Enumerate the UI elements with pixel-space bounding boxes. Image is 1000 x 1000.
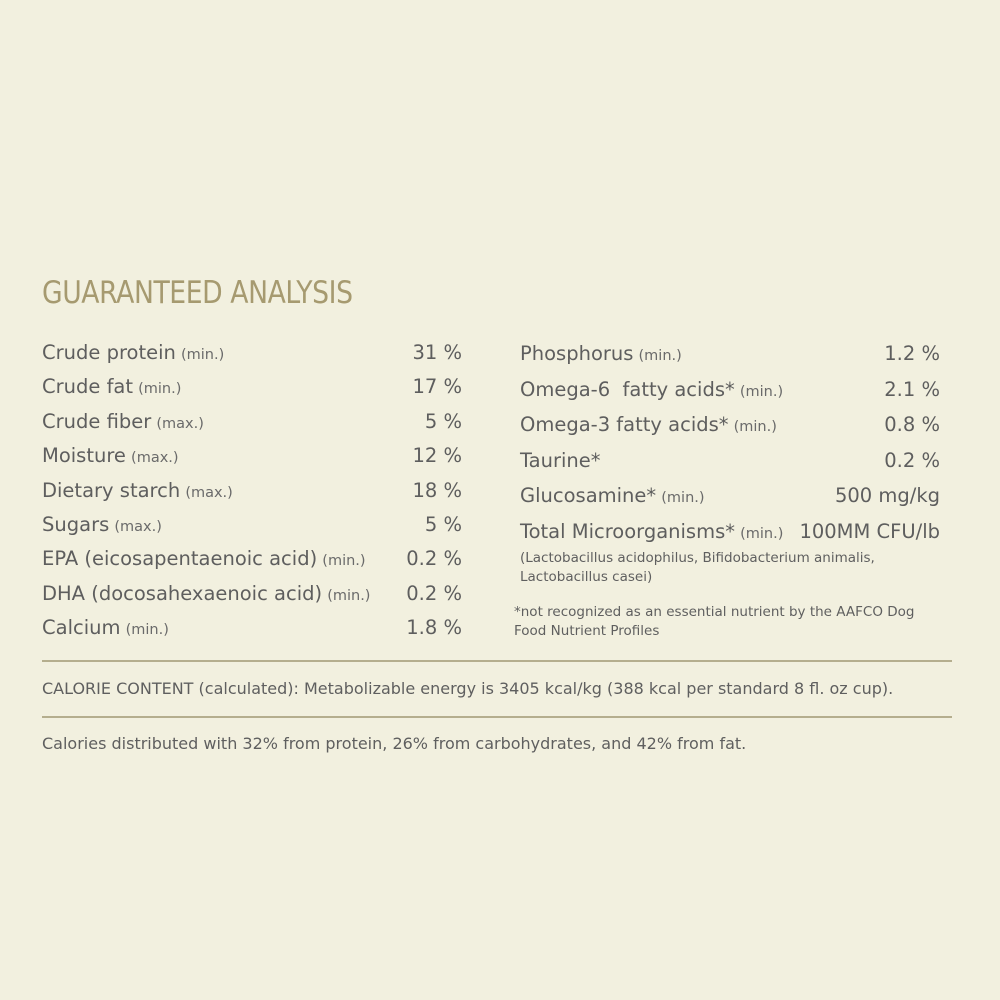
nutrient-value: 1.8 %	[406, 616, 462, 640]
nutrient-qualifier: (min.)	[638, 348, 682, 364]
nutrient-value: 1.2 %	[884, 342, 940, 365]
guaranteed-analysis-panel	[42, 270, 952, 656]
nutrient-qualifier: (max.)	[185, 484, 233, 501]
nutrient-qualifier: (min.)	[180, 347, 225, 363]
nutrient-name: Crude fiber	[42, 409, 152, 433]
nutrient-value: 0.2 %	[884, 448, 940, 472]
nutrient-value: 12 %	[412, 444, 462, 468]
nutrient-qualifier: (min.)	[125, 622, 169, 639]
calorie-content: CALORIE CONTENT (calculated): Metabolizable energy is 3405 kcal/kg (388 kcal per standard 8 fl. oz cup).	[42, 679, 894, 698]
nutrient-value: 0.8 %	[884, 413, 940, 437]
right-column	[514, 336, 940, 641]
nutrient-name: Crude protein	[42, 341, 176, 364]
nutrient-name: Moisture	[42, 444, 126, 468]
nutrient-name: Total Microorganisms*	[520, 519, 735, 543]
nutrient-qualifier: (min.)	[322, 553, 366, 570]
nutrient-qualifier: (min.)	[739, 383, 784, 400]
nutrient-qualifier: (min.)	[733, 419, 777, 436]
nutrient-row	[42, 611, 462, 645]
nutrient-name: Omega-6 fatty acids*	[520, 377, 735, 401]
nutrient-value: 5 %	[424, 512, 462, 536]
nutrient-value: 0.2 %	[406, 547, 462, 571]
nutrient-qualifier: (max.)	[114, 518, 162, 535]
nutrient-value: 500 mg/kg	[834, 484, 940, 508]
nutrient-name: Taurine*	[520, 448, 601, 472]
nutrient-row	[42, 439, 462, 473]
nutrient-name: Dietary starch	[42, 478, 181, 502]
nutrient-value: 100MM CFU/lb	[799, 519, 940, 543]
divider-top	[42, 660, 952, 662]
nutrient-value: 17 %	[412, 375, 462, 399]
footnote: *not recognized as an essential nutrient by the AAFCO Dog Food Nutrient Profiles	[514, 603, 915, 639]
nutrient-name: Phosphorus	[520, 342, 634, 365]
nutrient-row	[520, 372, 940, 408]
nutrient-qualifier: (max.)	[156, 415, 204, 432]
nutrient-value: 18 %	[412, 478, 462, 502]
nutrient-row	[42, 405, 462, 439]
nutrient-value: 31 %	[412, 341, 462, 364]
microorganisms-note: (Lactobacillus acidophilus, Bifidobacterium animalis, Lactobacillus casei)	[520, 549, 875, 585]
nutrient-value: 5 %	[424, 409, 462, 433]
nutrient-row	[520, 407, 940, 443]
nutrient-name: Omega-3 fatty acids*	[520, 413, 729, 437]
nutrient-row	[42, 542, 462, 576]
nutrient-row	[42, 336, 462, 370]
nutrient-row	[42, 474, 462, 508]
nutrient-name: Crude fat	[42, 375, 134, 399]
section-title: GUARANTEED ANALYSIS	[42, 275, 353, 311]
left-column	[42, 336, 462, 646]
nutrient-row	[42, 370, 462, 404]
nutrient-row	[520, 443, 940, 479]
nutrient-qualifier: (max.)	[131, 450, 179, 467]
analysis-table	[42, 336, 952, 656]
calorie-distribution: Calories distributed with 32% from protein, 26% from carbohydrates, and 42% from fat.	[42, 734, 747, 753]
nutrient-value: 0.2 %	[406, 581, 462, 605]
nutrient-row	[42, 508, 462, 542]
nutrient-qualifier: (min.)	[661, 490, 705, 507]
nutrient-value: 2.1 %	[884, 377, 940, 401]
nutrient-qualifier: (min.)	[740, 525, 784, 542]
nutrient-row	[520, 336, 940, 372]
nutrient-name: Sugars	[42, 512, 110, 536]
nutrient-name: DHA (docosahexaenoic acid)	[42, 581, 323, 605]
nutrient-row	[42, 577, 462, 611]
nutrient-row	[520, 514, 940, 550]
nutrient-qualifier: (min.)	[138, 381, 182, 398]
nutrient-name: Calcium	[42, 616, 121, 640]
nutrient-name: EPA (eicosapentaenoic acid)	[42, 547, 318, 571]
nutrient-qualifier: (min.)	[327, 587, 371, 604]
divider-bottom	[42, 716, 952, 718]
nutrient-row	[520, 478, 940, 514]
nutrient-name: Glucosamine*	[520, 484, 657, 508]
